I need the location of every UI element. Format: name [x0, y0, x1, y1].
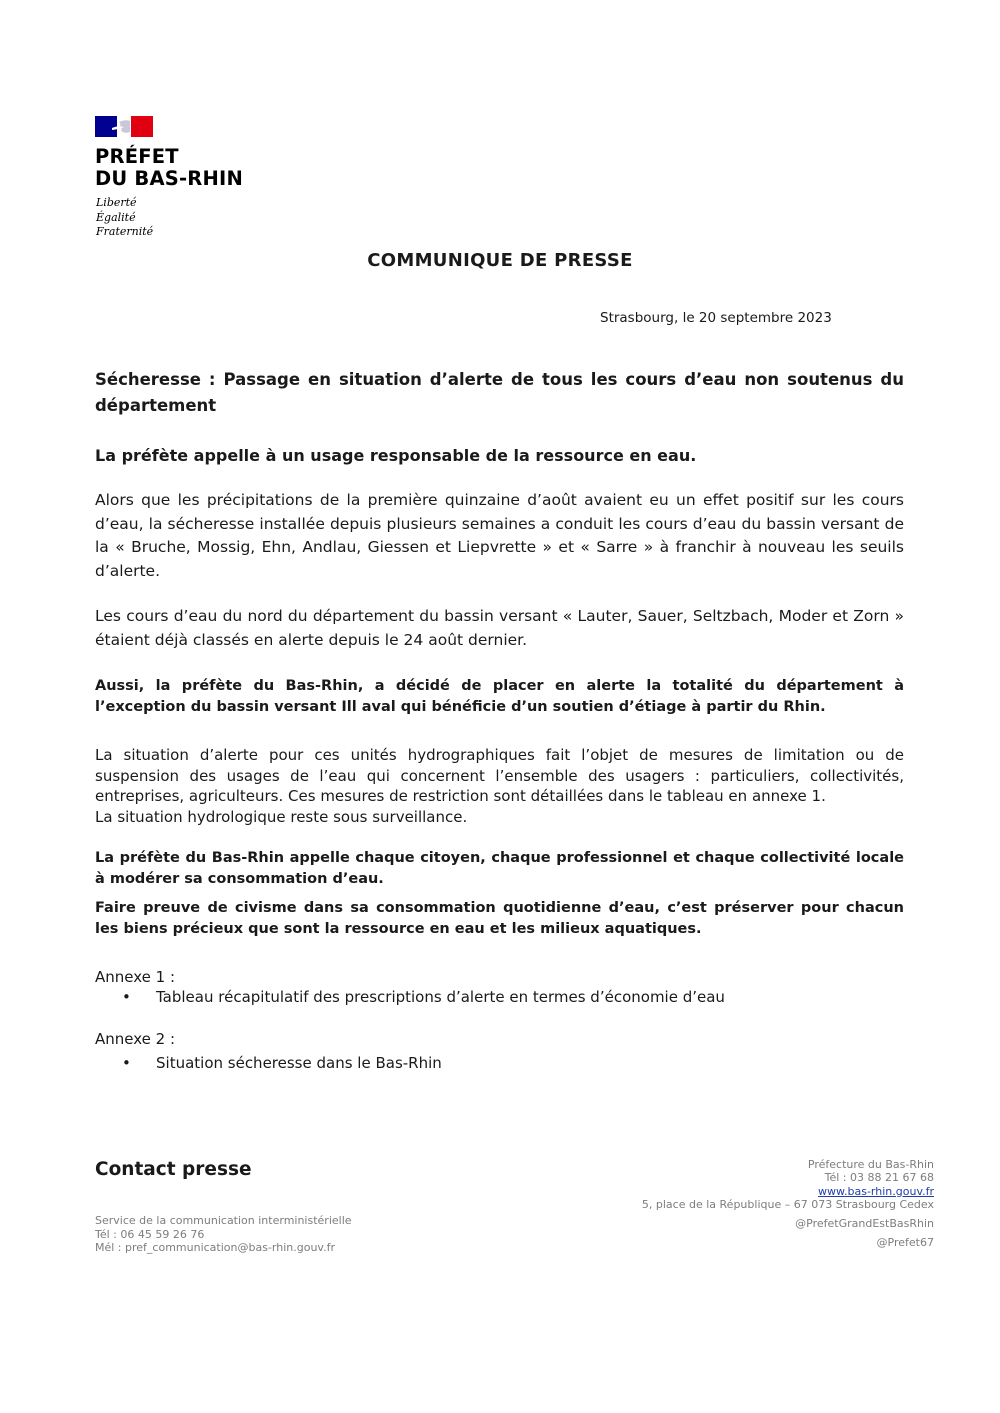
date-line: Strasbourg, le 20 septembre 2023 [600, 310, 832, 326]
prefecture-org: Préfecture du Bas-Rhin [807, 1158, 934, 1171]
annex-1-item: Tableau récapitulatif des prescriptions d’alerte en termes d’économie d’eau [156, 988, 725, 1006]
contact-title: Contact presse [95, 1159, 252, 1180]
contact-service [95, 1214, 352, 1255]
headline: Sécheresse : Passage en situation d’alerte de tous les cours d’eau non soutenus du département [95, 370, 904, 415]
republic-motto [96, 196, 153, 240]
paragraph-4 [95, 745, 904, 827]
paragraph-6: Faire preuve de civisme dans sa consommation quotidienne d’eau, c’est préserver pour chacun les biens précieux que sont la ressource en eau et les milieux aquatiques. [95, 900, 904, 937]
annex-2-item: Situation sécheresse dans le Bas-Rhin [156, 1054, 442, 1072]
contact-prefecture [642, 1158, 934, 1250]
annex-1-label: Annexe 1 : [95, 968, 176, 986]
bullet-icon: • [122, 1054, 131, 1072]
paragraph-4-main: La situation d’alerte pour ces unités hydrographiques fait l’objet de mesures de limitation ou de suspension des usages de l’eau qui concernent l’ensemble des usagers : particuliers, collectivités, entreprises, agriculteurs. Ces mesures de restriction sont détaillées dans le tableau en annexe 1. [95, 746, 904, 805]
prefecture-name-line2: DU BAS-RHIN [95, 167, 244, 190]
contact-service-phone: Tél : 06 45 59 26 76 [95, 1227, 205, 1241]
document-title: COMMUNIQUE DE PRESSE [367, 250, 633, 271]
prefecture-name-line1: PRÉFET [95, 145, 179, 168]
prefecture-social-1[interactable]: @PrefetGrandEstBasRhin [795, 1217, 934, 1231]
subheadline: La préfète appelle à un usage responsable de la ressource en eau. [95, 446, 697, 465]
motto-fraternite: Fraternité [96, 225, 154, 238]
bullet-icon: • [122, 988, 131, 1006]
paragraph-1: Alors que les précipitations de la première quinzaine d’août avaient eu un effet positif sur les cours d’eau, la sécheresse installée depuis plusieurs semaines a conduit les cours d’eau du bassin versant de la « Bruche, Mossig, Ehn, Andlau, Giessen et Liepvrette » et « Sarre » à franchir à nouveau les seuils d’alerte. [95, 491, 904, 580]
contact-service-email: Mél : pref_communication@bas-rhin.gouv.fr [95, 1241, 335, 1254]
motto-liberte: Liberté [96, 196, 137, 209]
prefecture-name [95, 146, 243, 190]
prefecture-address: 5, place de la République – 67 073 Strasbourg Cedex [641, 1197, 934, 1211]
paragraph-5: La préfète du Bas-Rhin appelle chaque citoyen, chaque professionnel et chaque collectivité locale à modérer sa consommation d’eau. [95, 850, 904, 887]
prefecture-phone: Tél : 03 88 21 67 68 [824, 1171, 934, 1185]
marianne-flag-icon [95, 116, 153, 137]
paragraph-2: Les cours d’eau du nord du département du bassin versant « Lauter, Sauer, Seltzbach, Moder et Zorn » étaient déjà classés en alerte depuis le 24 août dernier. [95, 607, 904, 649]
paragraph-4-surveillance: La situation hydrologique reste sous surveillance. [95, 807, 468, 826]
annex-2-label: Annexe 2 : [95, 1030, 176, 1048]
motto-egalite: Égalité [96, 210, 136, 224]
prefecture-social-2[interactable]: @Prefet67 [876, 1236, 934, 1250]
contact-service-name: Service de la communication interministérielle [95, 1214, 352, 1227]
prefecture-website-link[interactable]: www.bas-rhin.gouv.fr [818, 1184, 934, 1198]
paragraph-3: Aussi, la préfète du Bas-Rhin, a décidé de placer en alerte la totalité du département à l’exception du bassin versant Ill aval qui bénéficie d’un soutien d’étiage à partir du Rhin. [95, 678, 904, 715]
